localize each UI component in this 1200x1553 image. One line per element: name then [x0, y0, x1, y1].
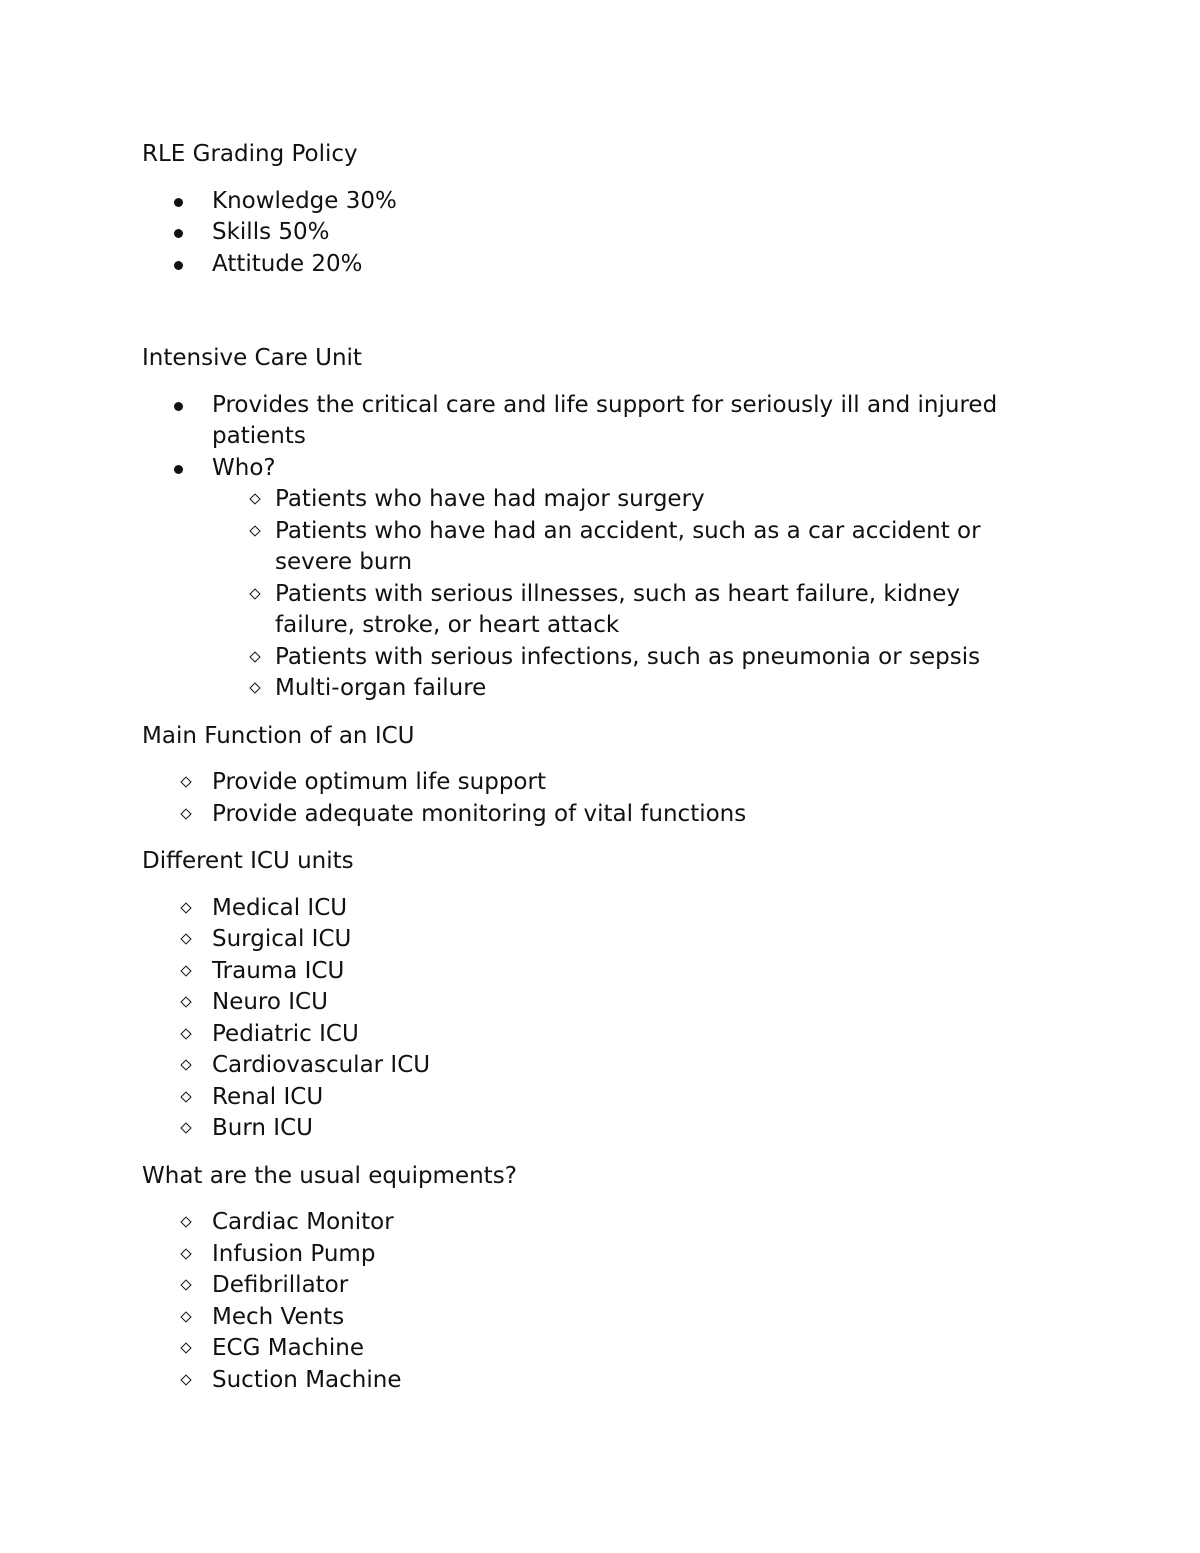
diamond-bullet-icon	[180, 1374, 191, 1385]
diamond-bullet-icon	[180, 1122, 191, 1133]
diamond-bullet-icon	[180, 1091, 191, 1102]
diamond-bullet-icon	[180, 1311, 191, 1322]
list-item: Attitude 20%	[142, 249, 1042, 281]
sub-list-item: Patients with serious infections, such as pneumonia or sepsis	[212, 642, 1042, 674]
diamond-bullet-icon	[249, 493, 260, 504]
diamond-bullet-icon	[249, 588, 260, 599]
bullet-icon	[174, 465, 183, 474]
list-item: ECG Machine	[142, 1333, 1042, 1365]
equipments-list	[142, 1207, 1042, 1396]
diamond-bullet-icon	[180, 965, 191, 976]
list-item: Provides the critical care and life support for seriously ill and injured patients	[142, 390, 1042, 453]
diamond-bullet-icon	[180, 776, 191, 787]
list-item: Medical ICU	[142, 893, 1042, 925]
list-item: Infusion Pump	[142, 1239, 1042, 1271]
diamond-bullet-icon	[180, 933, 191, 944]
diamond-bullet-icon	[180, 1059, 191, 1070]
list-item: Pediatric ICU	[142, 1019, 1042, 1051]
list-item: Cardiovascular ICU	[142, 1050, 1042, 1082]
list-item: Defibrillator	[142, 1270, 1042, 1302]
grading-policy-list	[142, 186, 1042, 281]
list-item: Mech Vents	[142, 1302, 1042, 1334]
diamond-bullet-icon	[180, 1279, 191, 1290]
list-item: Neuro ICU	[142, 987, 1042, 1019]
sub-list-item: Patients with serious illnesses, such as heart failure, kidney failure, stroke, or heart attack	[212, 579, 1042, 642]
list-item: Who? Patients who have had major surgery Patients who have had an accident, such as a car accident or severe burn Patients with serious illnesses, such as heart failure, kidney failure, stroke, or heart attack Patients with serious infections, such as pneumonia or sepsis Multi-organ failure	[142, 453, 1042, 705]
diamond-bullet-icon	[249, 651, 260, 662]
list-item: Skills 50%	[142, 217, 1042, 249]
bullet-icon	[174, 261, 183, 270]
diamond-bullet-icon	[180, 996, 191, 1007]
list-item: Knowledge 30%	[142, 186, 1042, 218]
list-item: Cardiac Monitor	[142, 1207, 1042, 1239]
list-item: Renal ICU	[142, 1082, 1042, 1114]
section-heading-equipments: What are the usual equipments?	[142, 1162, 517, 1189]
section-heading-main-function: Main Function of an ICU	[142, 722, 415, 749]
diamond-bullet-icon	[249, 682, 260, 693]
list-item: Trauma ICU	[142, 956, 1042, 988]
list-item: Burn ICU	[142, 1113, 1042, 1145]
section-heading-grading-policy: RLE Grading Policy	[142, 141, 358, 167]
main-function-list	[142, 767, 1042, 830]
section-heading-icu: Intensive Care Unit	[142, 345, 362, 371]
bullet-icon	[174, 402, 183, 411]
list-item: Provide optimum life support	[142, 767, 1042, 799]
icu-description-list	[142, 390, 1042, 705]
diamond-bullet-icon	[249, 525, 260, 536]
bullet-icon	[174, 229, 183, 238]
sub-list-item: Multi-organ failure	[212, 673, 1042, 705]
sub-list-item: Patients who have had major surgery	[212, 484, 1042, 516]
icu-units-list	[142, 893, 1042, 1145]
who-sublist	[142, 484, 1042, 705]
diamond-bullet-icon	[180, 902, 191, 913]
list-item: Provide adequate monitoring of vital functions	[142, 799, 1042, 831]
diamond-bullet-icon	[180, 808, 191, 819]
diamond-bullet-icon	[180, 1342, 191, 1353]
section-heading-icu-units: Different ICU units	[142, 848, 354, 874]
document-page	[142, 139, 1042, 1396]
diamond-bullet-icon	[180, 1248, 191, 1259]
diamond-bullet-icon	[180, 1028, 191, 1039]
list-item: Suction Machine	[142, 1365, 1042, 1397]
diamond-bullet-icon	[180, 1216, 191, 1227]
bullet-icon	[174, 198, 183, 207]
list-item: Surgical ICU	[142, 924, 1042, 956]
sub-list-item: Patients who have had an accident, such as a car accident or severe burn	[212, 516, 1042, 579]
